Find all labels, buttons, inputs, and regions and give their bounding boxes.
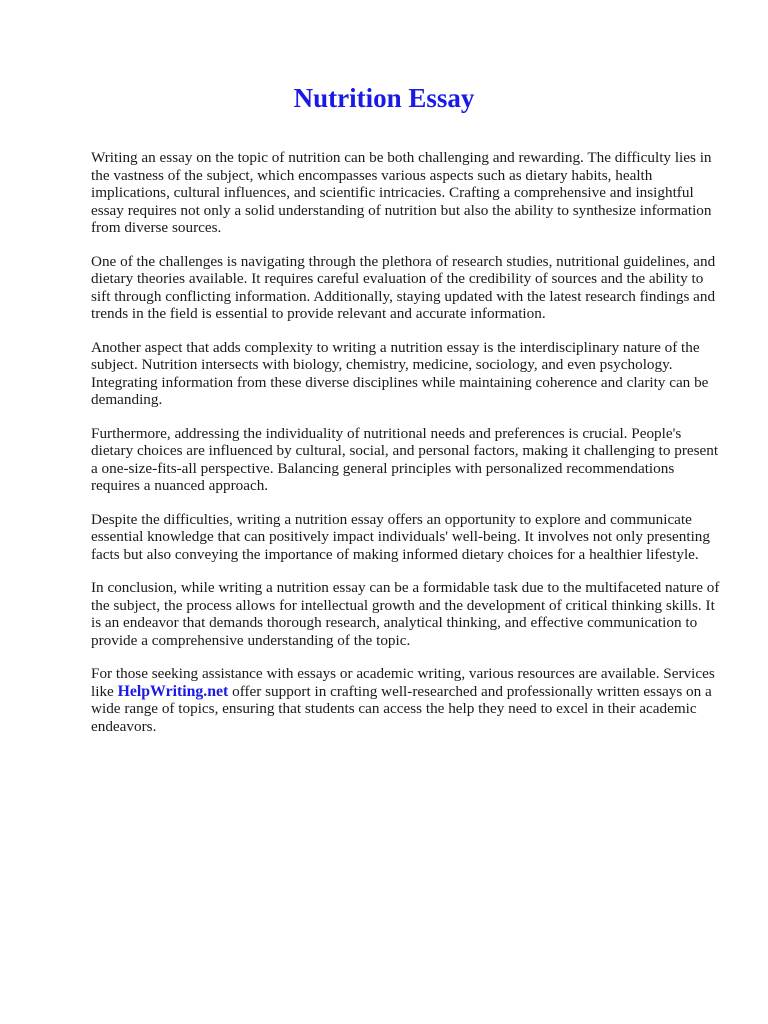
resources-text-after-link: offer support in crafting well-researched and professionally written essays on a wide range of topics, ensuring that students can access the help they need to excel in their academic endeavors. (91, 682, 712, 735)
paragraph-conclusion: In conclusion, while writing a nutrition essay can be a formidable task due to the multifaceted nature of the subject, the process allows for intellectual growth and the development of critical thinking skills. It is an endeavor that demands thorough research, analytical thinking, and effective communication to provide a comprehensive understanding of the topic. (91, 579, 720, 649)
paragraph-interdisciplinary: Another aspect that adds complexity to writing a nutrition essay is the interdisciplinary nature of the subject. Nutrition intersects with biology, chemistry, medicine, sociology, and even psychology. Integrating information from these diverse disciplines while maintaining coherence and clarity can be demanding. (91, 338, 709, 408)
paragraph-challenges: One of the challenges is navigating through the plethora of research studies, nutritional guidelines, and dietary theories available. It requires careful evaluation of the credibility of sources and the ability to sift through conflicting information. Additionally, staying updated with the latest research findings and trends in the field is essential to provide relevant and accurate information. (91, 252, 716, 322)
page-title: Nutrition Essay (293, 83, 475, 113)
paragraph-intro: Writing an essay on the topic of nutrition can be both challenging and rewarding. The difficulty lies in the vastness of the subject, which encompasses various aspects such as dietary habits, health implications, cultural influences, and scientific intricacies. Crafting a comprehensive and insightful essay requires not only a solid understanding of nutrition but also the ability to synthesize information from diverse sources. (91, 149, 712, 236)
helpwriting-link[interactable]: HelpWriting.net (117, 682, 229, 700)
paragraph-opportunity: Despite the difficulties, writing a nutrition essay offers an opportunity to explore and communicate essential knowledge that can positively impact individuals' well-being. It involves not only presenting facts but also conveying the importance of making informed dietary choices for a healthier lifestyle. (91, 510, 710, 563)
paragraph-individuality: Furthermore, addressing the individuality of nutritional needs and preferences is crucial. People's dietary choices are influenced by cultural, social, and personal factors, making it challenging to present a one-size-fits-all perspective. Balancing general principles with personalized recommendations requires a nuanced approach. (91, 424, 719, 494)
resources-text-before-link: For those seeking assistance with essays or academic writing, various resources are available. Services like (91, 665, 715, 700)
paragraph-resources (91, 665, 722, 735)
